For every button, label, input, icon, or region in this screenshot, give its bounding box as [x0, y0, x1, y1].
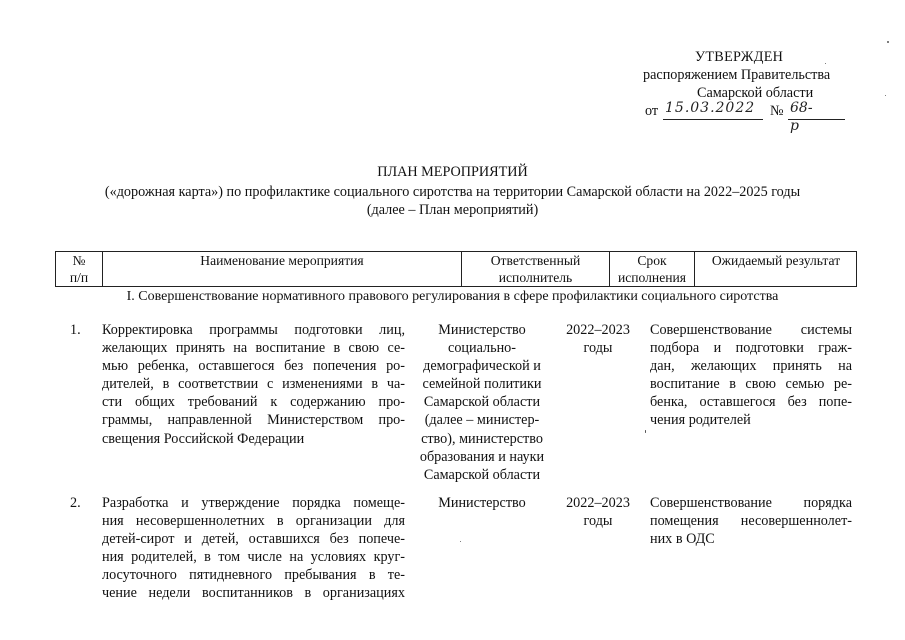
- row-result: [650, 494, 852, 548]
- approval-date-line: [645, 100, 813, 134]
- approval-region: Самарской области: [697, 85, 814, 101]
- row-responsible: [408, 494, 556, 512]
- name-line: граммы, направленной Министерством про-: [102, 412, 405, 429]
- header-term: [609, 251, 694, 287]
- document-title: ПЛАН МЕРОПРИЯТИЙ: [377, 164, 528, 180]
- document-subtitle-note: (далее – План мероприятий): [366, 202, 539, 218]
- header-term-line2: исполнения: [617, 270, 687, 285]
- resp-line: социально-: [448, 340, 516, 357]
- resp-line: Министерство: [438, 495, 526, 511]
- table-header: [55, 251, 857, 287]
- header-num-symbol: №: [72, 253, 86, 268]
- header-num-label: п/п: [69, 270, 89, 285]
- term-line: годы: [583, 340, 613, 357]
- result-line: воспитание в свою семью ре-: [650, 376, 852, 393]
- name-line: Разработка и утверждение порядка помеще-: [102, 495, 405, 511]
- handwritten-number: 68-р: [790, 100, 813, 134]
- row-result: [650, 321, 852, 430]
- scan-speck: [645, 430, 646, 433]
- date-underline: [663, 119, 763, 120]
- header-term-line1: Срок: [637, 253, 667, 268]
- approval-issuer: распоряжением Правительства: [643, 67, 831, 83]
- term-line: 2022–2023: [566, 495, 630, 511]
- handwritten-date: 15.03.2022: [665, 100, 756, 116]
- name-line: желающих принять на воспитание в свою се-: [102, 340, 405, 357]
- result-line: них в ОДС: [650, 531, 715, 548]
- resp-line: образования и науки: [419, 448, 545, 465]
- name-line: свещения Российской Федерации: [102, 430, 305, 447]
- name-line: лосуточного пятидневного пребывания в те-: [102, 567, 405, 584]
- row-name: [102, 321, 405, 448]
- header-responsible: [461, 251, 609, 287]
- header-right-border: [856, 251, 857, 287]
- row-number: 1.: [70, 322, 81, 338]
- header-responsible-line1: Ответственный: [490, 253, 581, 268]
- header-result: Ожидаемый результат: [694, 251, 857, 287]
- row-number: 2.: [70, 495, 81, 511]
- name-line: мью ребенка, оставшегося без попечения ро-: [102, 358, 405, 375]
- term-line: 2022–2023: [566, 322, 630, 338]
- resp-line: Самарской области: [423, 394, 541, 411]
- header-bottom-border: [55, 286, 857, 287]
- resp-line: Министерство: [438, 322, 526, 338]
- resp-line: семейной политики: [422, 376, 542, 393]
- name-line: детей-сирот и детей, оставшихся без попече-: [102, 531, 405, 548]
- approval-title: УТВЕРЖДЕН: [695, 49, 784, 65]
- name-line: сти общих требований к содержанию про-: [102, 394, 405, 411]
- from-label: от: [645, 103, 659, 119]
- scan-speck: [885, 95, 886, 96]
- header-responsible-line2: исполнитель: [498, 270, 573, 285]
- name-line: ния несовершеннолетних в организации для: [102, 513, 405, 530]
- number-label: №: [770, 103, 784, 119]
- header-name: Наименование мероприятия: [102, 251, 461, 287]
- name-line: ния родителей, в том числе на условиях круг-: [102, 549, 405, 566]
- name-line: дителей, в соответствии с изменениями в ча-: [102, 376, 405, 393]
- result-line: Совершенствование системы: [650, 322, 852, 338]
- document-subtitle: («дорожная карта») по профилактике социального сиротства на территории Самарской области на 2022–2025 годы: [104, 184, 801, 200]
- name-line: Корректировка программы подготовки лиц,: [102, 322, 405, 338]
- resp-line: (далее – министер-: [424, 412, 540, 429]
- number-underline: [788, 119, 845, 120]
- term-line: годы: [583, 513, 613, 530]
- header-num: [55, 251, 102, 287]
- row-responsible: [408, 321, 556, 484]
- row-term: [556, 321, 640, 357]
- result-line: подбора и подготовки граж-: [650, 340, 852, 357]
- result-line: дан, желающих принять на: [650, 358, 852, 375]
- resp-line: ство), министерство: [421, 430, 543, 447]
- scan-speck: [825, 63, 826, 64]
- resp-line: Самарской области: [423, 466, 541, 483]
- name-line: чение недели воспитанников в организациях: [102, 585, 405, 602]
- result-line: бенка, оставшегося без попе-: [650, 394, 852, 411]
- scan-speck: [887, 41, 889, 43]
- result-line: помещения несовершеннолет-: [650, 513, 852, 530]
- row-term: [556, 494, 640, 530]
- resp-line: демографической и: [423, 358, 541, 375]
- result-line: чения родителей: [650, 412, 751, 429]
- section-title: I. Совершенствование нормативного правового регулирования в сфере профилактики социального сиротства: [126, 289, 779, 304]
- row-name: [102, 494, 405, 603]
- scan-speck: [460, 541, 461, 542]
- result-line: Совершенствование порядка: [650, 495, 852, 511]
